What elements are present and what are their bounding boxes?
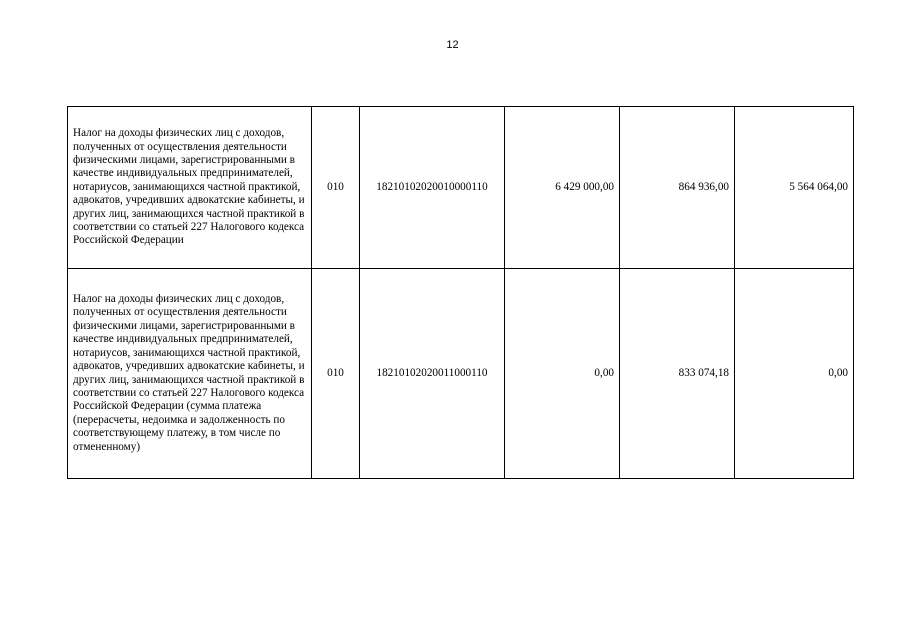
line-code-cell: 010 — [312, 107, 360, 269]
line-code-cell: 010 — [312, 269, 360, 479]
executed-amount-cell: 864 936,00 — [620, 107, 735, 269]
page-number: 12 — [446, 39, 459, 51]
income-code-cell: 18210102020010000110 — [360, 107, 505, 269]
table-row — [68, 269, 854, 479]
table-row — [68, 107, 854, 269]
income-name-cell: Налог на доходы физических лиц с доходов, полученных от осуществления деятельности физическими лицами, зарегистрированными в качестве индивидуальных предпринимателей, нотариусов, занимающихся частной практикой, адвокатов, учредивших адвокатские кабинеты, и других лиц, занимающихся частной практикой в соответствии со статьей 227 Налогового кодекса Российской Федерации — [68, 107, 312, 269]
executed-amount-cell: 833 074,18 — [620, 269, 735, 479]
income-report-table — [67, 106, 854, 479]
approved-amount-cell: 6 429 000,00 — [505, 107, 620, 269]
approved-amount-cell: 0,00 — [505, 269, 620, 479]
unexecuted-amount-cell: 0,00 — [735, 269, 854, 479]
income-code-cell: 18210102020011000110 — [360, 269, 505, 479]
income-name-cell: Налог на доходы физических лиц с доходов, полученных от осуществления деятельности физическими лицами, зарегистрированными в качестве индивидуальных предпринимателей, нотариусов, занимающихся частной практикой, адвокатов, учредивших адвокатские кабинеты, и других лиц, занимающихся частной практикой в соответствии со статьей 227 Налогового кодекса Российской Федерации (сумма платежа (перерасчеты, недоимка и задолженность по соответствующему платежу, в том числе по отмененному) — [68, 269, 312, 479]
unexecuted-amount-cell: 5 564 064,00 — [735, 107, 854, 269]
